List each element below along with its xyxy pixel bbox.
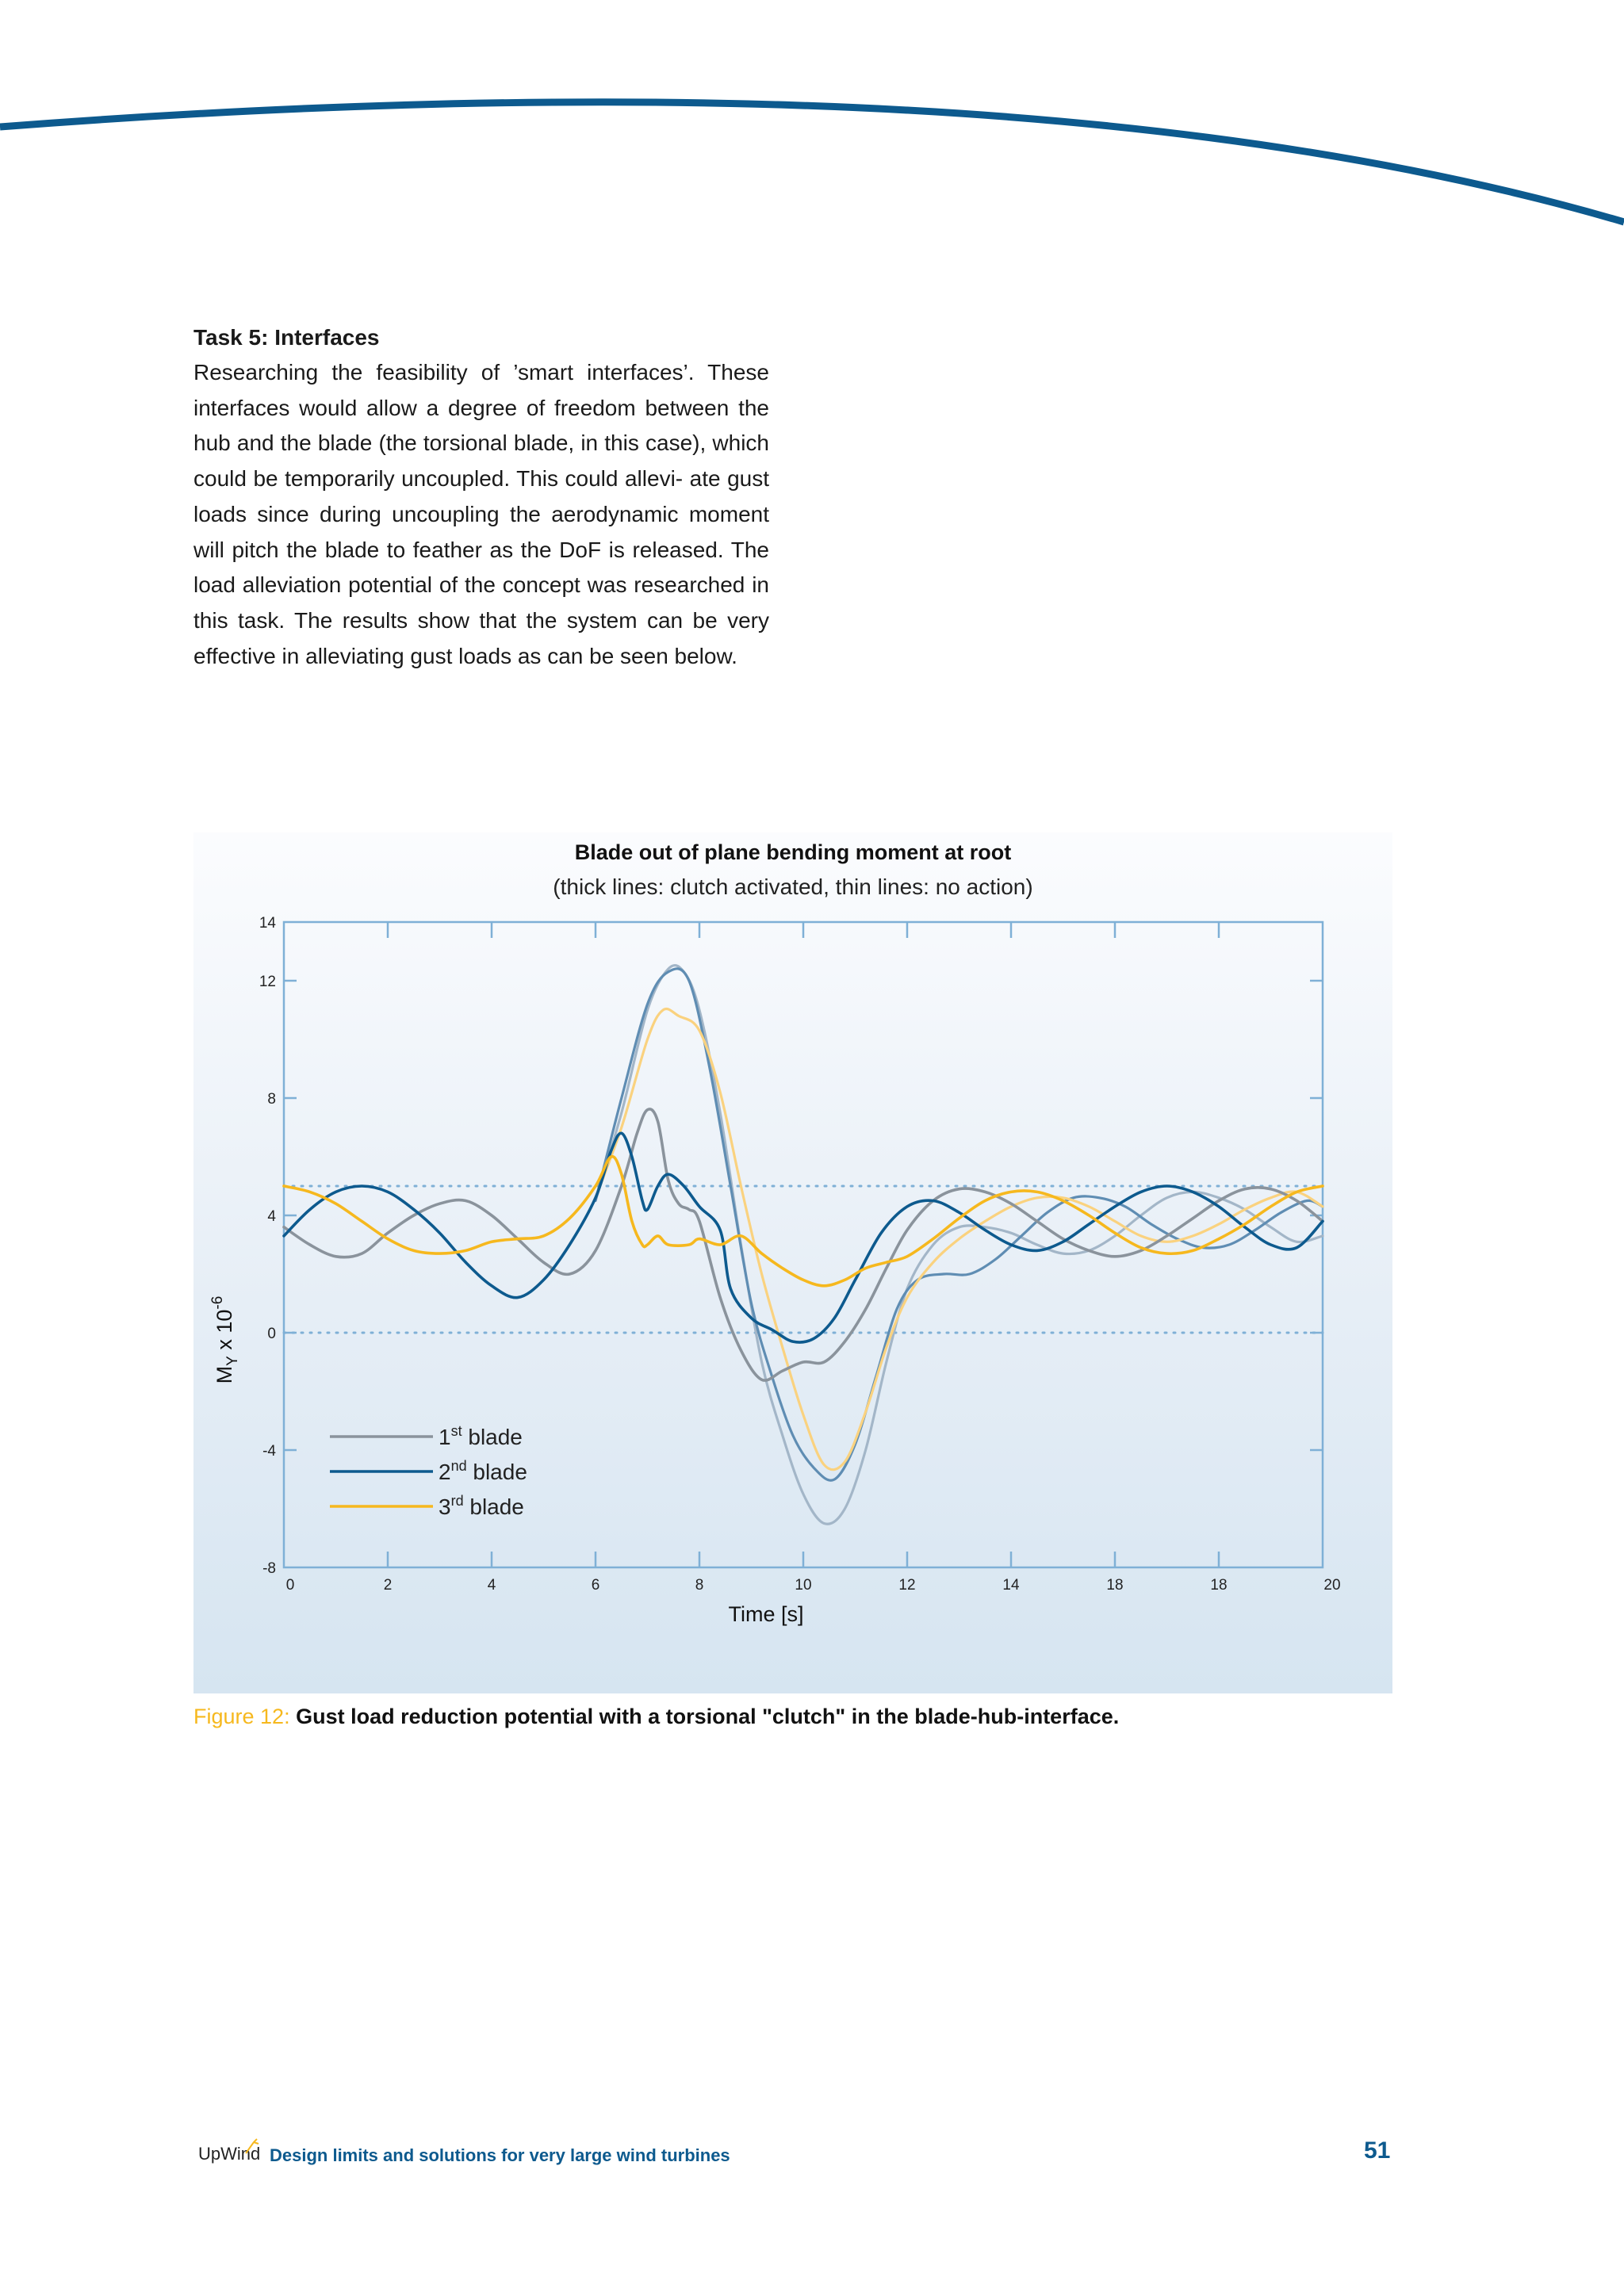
y-axis-label bbox=[209, 1296, 241, 1384]
figure-caption bbox=[193, 1705, 1119, 1729]
y-tick-label: -4 bbox=[262, 1443, 276, 1460]
x-tick-label: 8 bbox=[695, 1577, 704, 1594]
legend-label: 3rd blade bbox=[439, 1493, 524, 1519]
figure-text: Gust load reduction potential with a torsional "clutch" in the blade-hub-interface. bbox=[289, 1705, 1120, 1728]
y-tick-label: 14 bbox=[259, 915, 276, 932]
chart-subtitle: (thick lines: clutch activated, thin lines: no action) bbox=[553, 874, 1033, 899]
y-axis-label-rest: x 10 bbox=[213, 1309, 236, 1357]
task-heading: Task 5: Interfaces bbox=[193, 325, 380, 350]
task-section bbox=[193, 320, 769, 674]
wind-turbine-icon bbox=[243, 2137, 260, 2155]
page-number: 51 bbox=[1364, 2137, 1391, 2164]
header-arc bbox=[0, 0, 1624, 238]
x-tick-label: 4 bbox=[487, 1577, 496, 1594]
chart-panel bbox=[193, 832, 1392, 1693]
y-tick-label: 4 bbox=[267, 1208, 276, 1225]
chart-title: Blade out of plane bending moment at root bbox=[574, 840, 1012, 864]
series-line-1st-blade-thick bbox=[284, 1109, 1323, 1380]
x-tick-label: 12 bbox=[898, 1577, 916, 1594]
x-tick-label: 0 bbox=[285, 1577, 295, 1594]
x-tick-label: 18 bbox=[1210, 1577, 1228, 1594]
y-axis-label-main: M bbox=[213, 1365, 236, 1384]
x-tick-label: 6 bbox=[591, 1577, 600, 1594]
legend-label: 2nd blade bbox=[439, 1458, 527, 1484]
task-body: Researching the feasibility of ’smart interfaces’. These interfaces would allow a degree of freedom between the hub and the blade (the torsional blade, in this case), which could be temporarily uncoupled. This could allevi- ate gust loads since during uncoupling the aerodynamic moment will pitch the blade to feather as the DoF is released. The load alleviation potential of the concept was researched in this task. The results show that the system can be very effective in alleviating gust loads as can be seen below. bbox=[193, 360, 769, 668]
figure-label: Figure 12: bbox=[193, 1705, 290, 1728]
upwind-logo: UpWind bbox=[198, 2144, 261, 2164]
series-line-2nd-blade-thick bbox=[284, 1133, 1323, 1342]
x-tick-label: 14 bbox=[1002, 1577, 1020, 1594]
y-tick-label: 8 bbox=[267, 1091, 276, 1108]
x-axis-label: Time [s] bbox=[728, 1602, 804, 1626]
legend bbox=[330, 1423, 527, 1519]
x-tick-label: 2 bbox=[383, 1577, 393, 1594]
x-tick-label: 20 bbox=[1323, 1577, 1341, 1594]
legend-label: 1st blade bbox=[439, 1423, 523, 1449]
bending-moment-chart bbox=[193, 832, 1392, 1693]
y-axis-label-sub: Y bbox=[224, 1356, 241, 1366]
footer-title: Design limits and solutions for very large wind turbines bbox=[270, 2145, 730, 2165]
x-tick-label: 10 bbox=[795, 1577, 812, 1594]
y-tick-label: -8 bbox=[262, 1560, 276, 1577]
x-tick-label: 18 bbox=[1106, 1577, 1124, 1594]
series-line-3rd-blade-thick bbox=[284, 1157, 1323, 1286]
y-axis-label-exp: -6 bbox=[209, 1295, 226, 1310]
y-tick-label: 0 bbox=[267, 1326, 276, 1342]
y-tick-label: 12 bbox=[259, 974, 276, 990]
